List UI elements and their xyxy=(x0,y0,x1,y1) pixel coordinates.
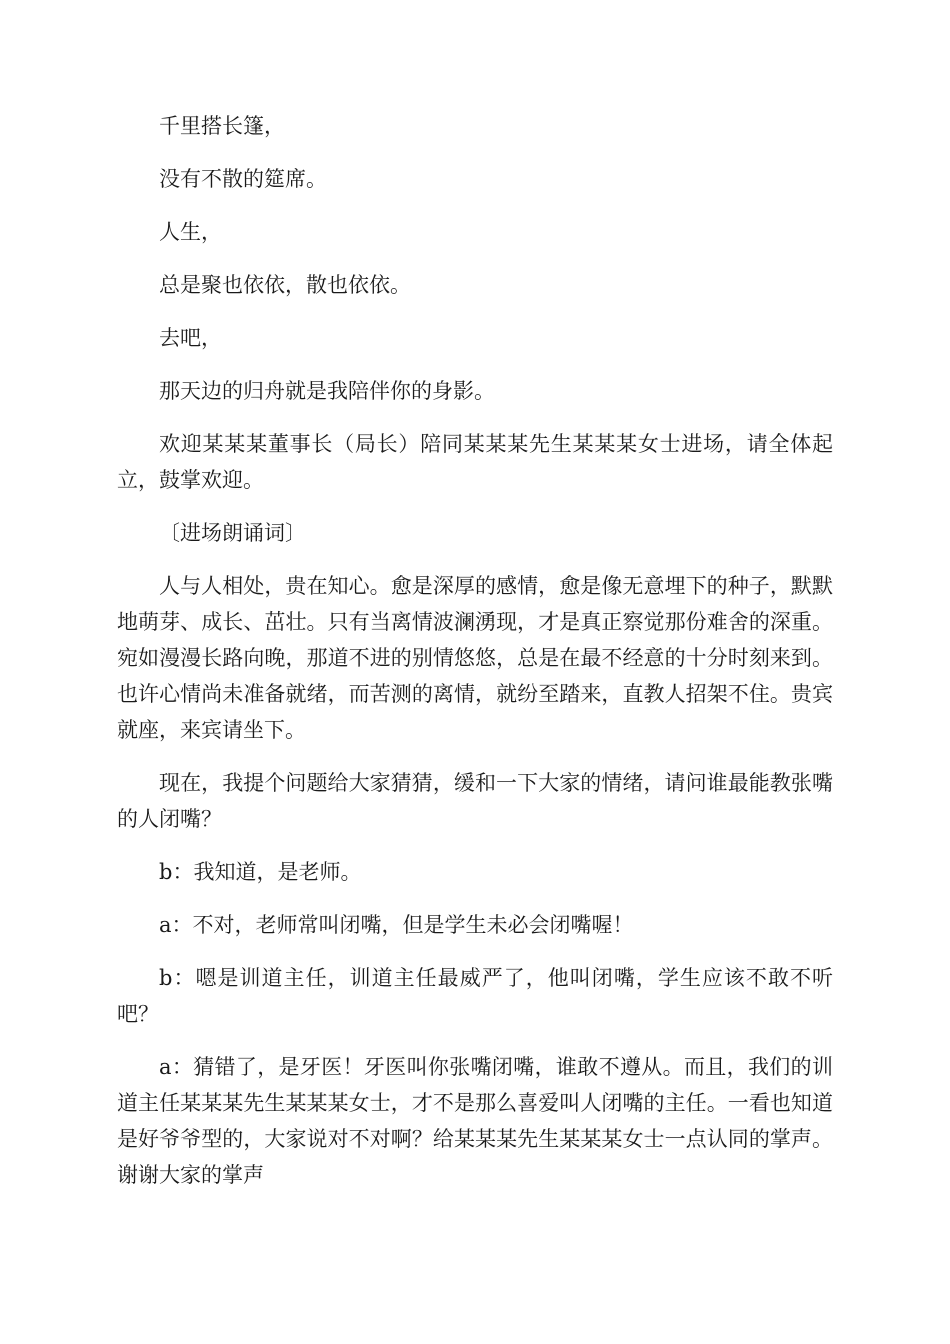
paragraph: 去吧， xyxy=(159,326,222,350)
paragraph: 那天边的归舟就是我陪伴你的身影。 xyxy=(159,379,495,403)
document-page xyxy=(117,108,833,1210)
paragraph: 千里搭长篷， xyxy=(159,114,285,138)
paragraph: a：不对，老师常叫闭嘴，但是学生未必会闭嘴喔！ xyxy=(159,913,634,937)
paragraph: 人生， xyxy=(159,220,222,244)
paragraph: 现在，我提个问题给大家猜猜，缓和一下大家的情绪，请问谁最能教张嘴的人闭嘴？ xyxy=(117,771,833,831)
paragraph: b：嗯是训道主任，训道主任最威严了，他叫闭嘴，学生应该不敢不听吧？ xyxy=(117,966,833,1026)
paragraph: b：我知道，是老师。 xyxy=(159,860,362,884)
paragraph: 人与人相处，贵在知心。愈是深厚的感情，愈是像无意埋下的种子，默默地萌芽、成长、茁壮。只有当离情波澜湧现，才是真正察觉那份难舍的深重。宛如漫漫长路向晚，那道不进的别情悠悠，总是在最不经意的十分时刻来到。也许心情尚未准备就绪，而苦测的离情，就纷至踏来，直教人招架不住。贵宾就座，来宾请坐下。 xyxy=(117,574,833,742)
paragraph: 总是聚也依依，散也依依。 xyxy=(159,273,411,297)
paragraph: 没有不散的筵席。 xyxy=(159,167,327,191)
paragraph: 欢迎某某某董事长（局长）陪同某某某先生某某某女士进场，请全体起立，鼓掌欢迎。 xyxy=(117,432,833,492)
paragraph: 〔进场朗诵词〕 xyxy=(159,521,306,545)
paragraph: a：猜错了，是牙医！牙医叫你张嘴闭嘴，谁敢不遵从。而且，我们的训道主任某某某先生某某某女士，才不是那么喜爱叫人闭嘴的主任。一看也知道是好爷爷型的，大家说对不对啊？给某某某先生某某某女士一点认同的掌声。谢谢大家的掌声 xyxy=(117,1055,833,1187)
